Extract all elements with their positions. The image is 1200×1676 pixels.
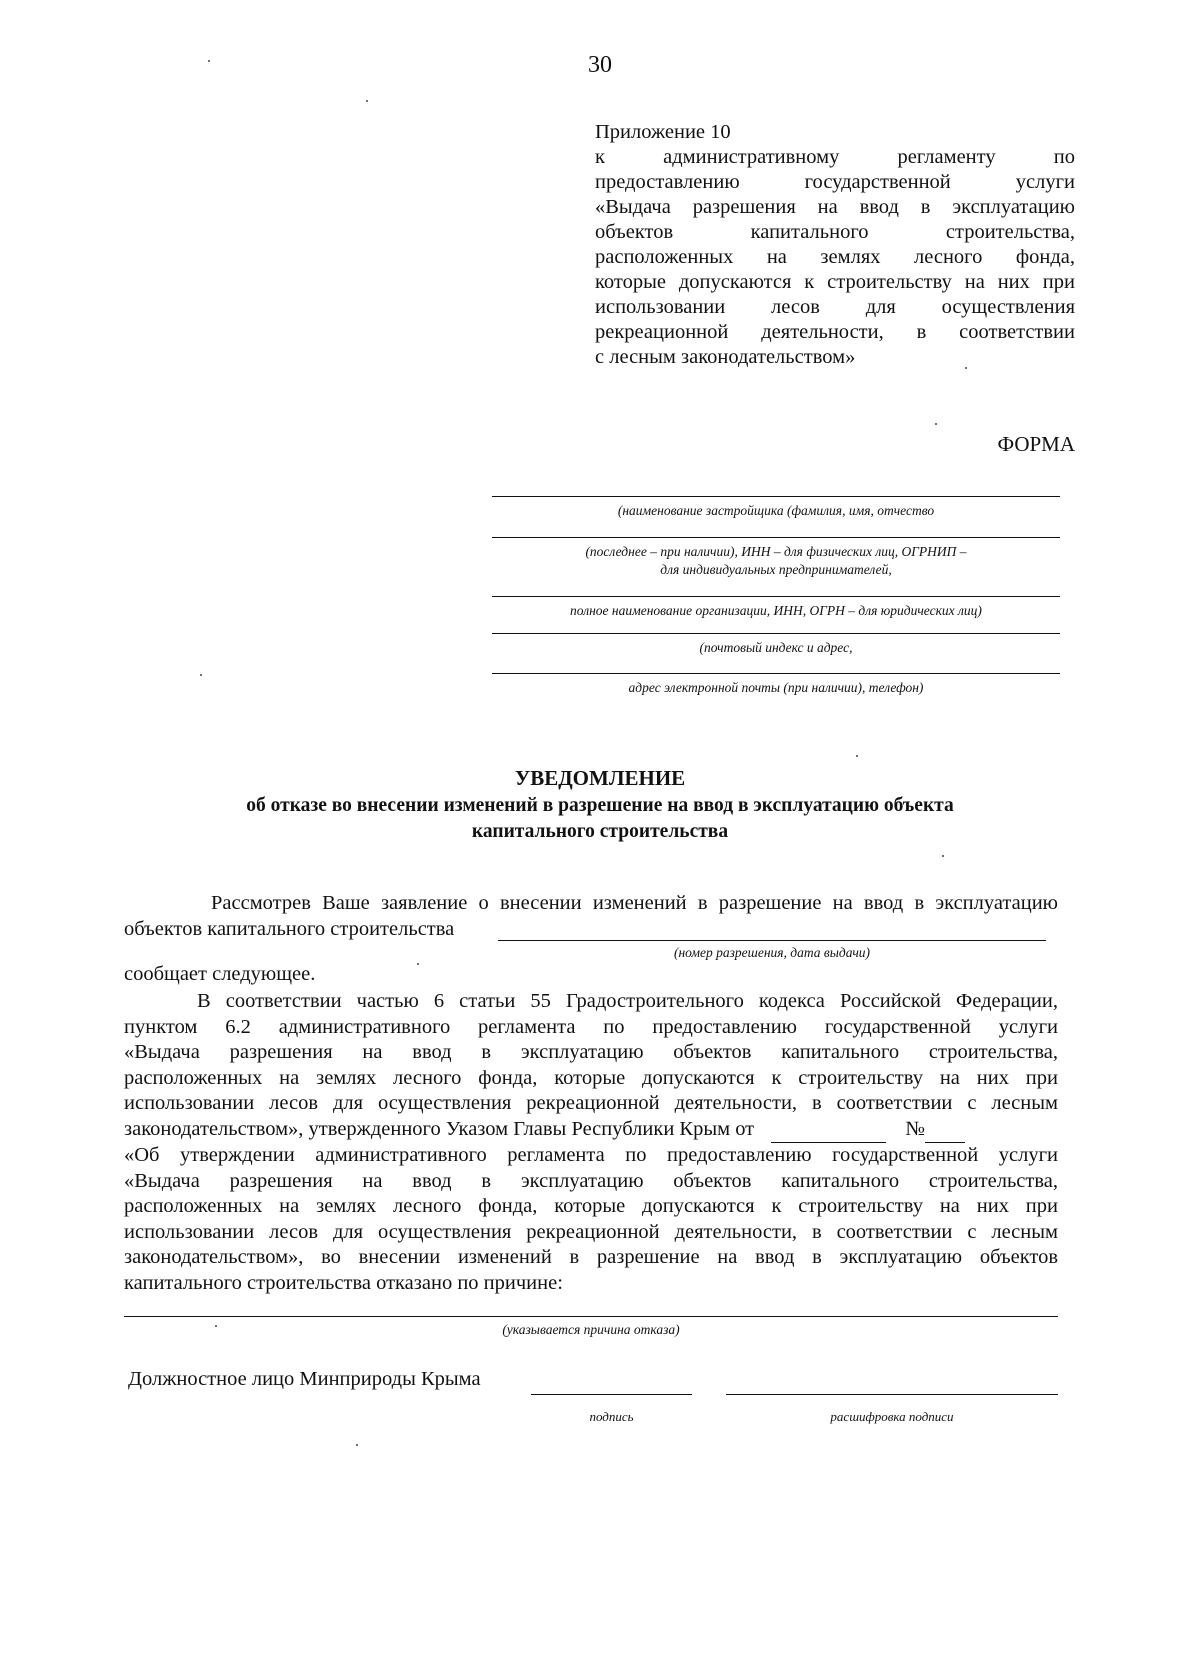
document-title: УВЕДОМЛЕНИЕ — [514, 766, 686, 790]
scan-speck — [208, 60, 210, 62]
para2-line: использовании лесов для осуществления рекреационной деятельности, в соответствии с лесным — [124, 1092, 1058, 1114]
addressee-line-2 — [492, 537, 1060, 538]
reason-line — [124, 1316, 1058, 1317]
scan-speck — [200, 674, 202, 676]
subtitle-line-1: об отказе во внесении изменений в разрешение на ввод в эксплуатацию объекта — [246, 795, 954, 816]
appendix-line: рекреационной деятельности, в соответствии — [595, 321, 1075, 343]
appendix-line: «Выдача разрешения на ввод в эксплуатацию — [595, 196, 1075, 218]
para2-line: расположенных на землях лесного фонда, которые допускаются к строительству на них при — [124, 1066, 1058, 1089]
signature-decode-caption: расшифровка подписи — [830, 1409, 954, 1424]
appendix-line: предоставлению государственной услуги — [595, 171, 1075, 193]
scan-speck — [366, 100, 368, 102]
para2-line: пунктом 6.2 административного регламента по предоставлению государственной услуги — [124, 1015, 1058, 1038]
signature-line — [531, 1394, 692, 1395]
appendix-line: с лесным законодательством» — [595, 346, 856, 368]
appendix-line: объектов капитального строительства, — [595, 221, 1075, 243]
scan-speck — [215, 1325, 217, 1327]
scan-speck — [935, 423, 937, 425]
permit-number-caption: (номер разрешения, дата выдачи) — [673, 945, 871, 960]
para2-line: «Выдача разрешения на ввод в эксплуатацию объектов капитального строительства, — [124, 1041, 1058, 1063]
decree-line — [124, 1117, 1058, 1144]
scan-speck — [965, 367, 967, 369]
appendix-line: к административному регламенту по — [595, 146, 1075, 168]
page-number: 30 — [588, 52, 612, 78]
addressee-caption-4: (почтовый индекс и адрес, — [699, 640, 853, 655]
scan-speck — [856, 755, 858, 757]
document-subtitle — [160, 793, 1040, 845]
form-label: ФОРМА — [997, 432, 1075, 456]
decree-text: законодательством», утвержденного Указом Главы Республики Крым от — [124, 1117, 755, 1140]
para2-line: «Об утверждении административного регламента по предоставлению государственной услуги — [124, 1144, 1058, 1166]
official-label: Должностное лицо Минприроды Крыма — [128, 1368, 481, 1390]
para2-line: расположенных на землях лесного фонда, которые допускаются к строительству на них при — [124, 1195, 1058, 1217]
para2-line: В соответствии частью 6 статьи 55 Градостроительного кодекса Российской Федерации, — [197, 990, 1058, 1012]
para2-line: «Выдача разрешения на ввод в эксплуатацию объектов капитального строительства, — [124, 1169, 1058, 1192]
appendix-line: которые допускаются к строительству на них при — [595, 271, 1075, 293]
addressee-caption-3: полное наименование организации, ИНН, ОГРН – для юридических лиц) — [570, 603, 982, 618]
para2-line: законодательством», во внесении изменений в разрешение на ввод в эксплуатацию объектов — [124, 1246, 1058, 1268]
addressee-line-4 — [492, 633, 1060, 634]
permit-number-line — [498, 940, 1046, 941]
addressee-line-5 — [492, 673, 1060, 674]
addressee-caption-1: (наименование застройщика (фамилия, имя, отчество — [617, 503, 935, 518]
appendix-line: использовании лесов для осуществления — [595, 296, 1075, 318]
scan-speck — [356, 1444, 358, 1446]
para1-line-1: Рассмотрев Ваше заявление о внесении изменений в разрешение на ввод в эксплуатацию — [211, 892, 1058, 914]
para1-line-3: сообщает следующее. — [124, 963, 316, 985]
addressee-caption-5: адрес электронной почты (при наличии), телефон) — [628, 680, 924, 695]
para1-line-2: объектов капитального строительства — [124, 918, 455, 940]
addressee-line-1 — [492, 496, 1060, 497]
appendix-block — [595, 120, 1075, 370]
decree-date-blank — [771, 1117, 886, 1144]
addressee-line-3 — [492, 596, 1060, 597]
scan-speck — [942, 855, 944, 857]
signature-caption: подпись — [589, 1409, 634, 1424]
para2-line: использовании лесов для осуществления рекреационной деятельности, в соответствии с лесным — [124, 1220, 1058, 1243]
para2 — [124, 989, 1058, 1296]
para2-last-line: капитального строительства отказано по причине: — [124, 1271, 563, 1294]
reason-caption: (указывается причина отказа) — [502, 1322, 680, 1337]
scan-speck — [417, 963, 419, 965]
addressee-caption-2: (последнее – при наличии), ИНН – для физических лиц, ОГРНИП – — [585, 544, 967, 559]
signature-decode-line — [726, 1394, 1058, 1395]
addressee-caption-2b: для индивидуальных предпринимателей, — [660, 562, 892, 577]
decree-number-blank — [925, 1117, 965, 1144]
subtitle-line-2: капитального строительства — [471, 821, 729, 842]
number-sign: № — [905, 1117, 925, 1140]
appendix-title: Приложение 10 — [595, 121, 731, 143]
appendix-line: расположенных на землях лесного фонда, — [595, 246, 1075, 268]
